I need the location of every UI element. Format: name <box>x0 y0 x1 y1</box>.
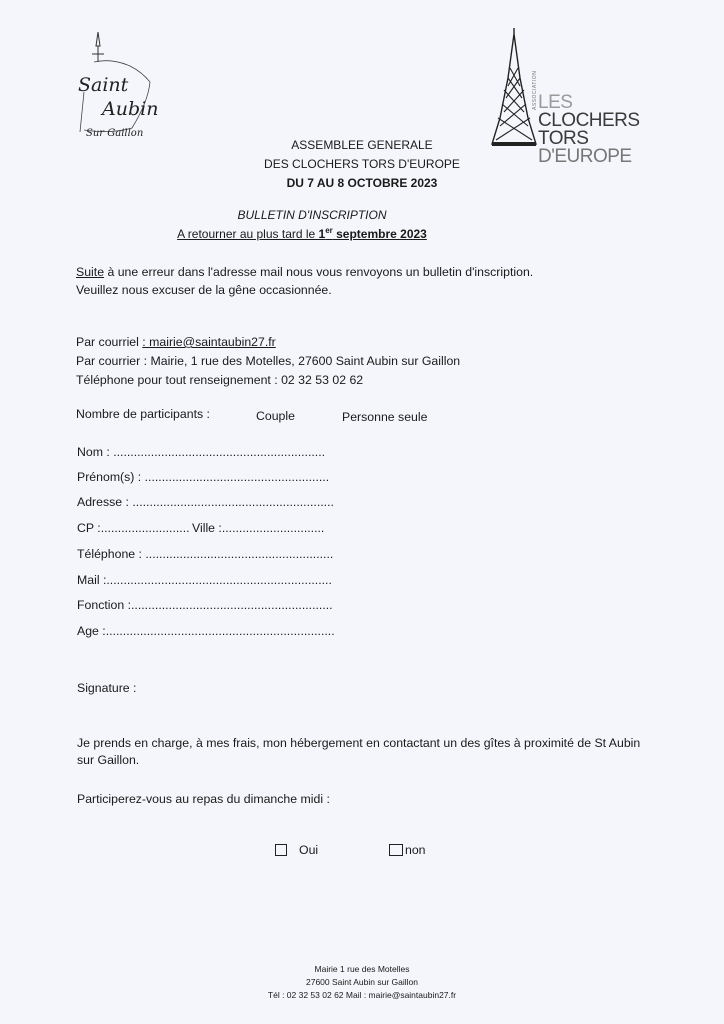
participants-label: Nombre de participants : <box>76 407 210 421</box>
logo-text-clochers: CLOCHERS <box>538 110 640 131</box>
oui-checkbox[interactable] <box>275 844 287 856</box>
oui-label: Oui <box>299 843 319 857</box>
page-footer <box>0 963 724 1002</box>
repas-non-option[interactable] <box>389 843 426 857</box>
intro-line-2: Veuillez nous excuser de la gêne occasionnée. <box>76 283 332 297</box>
logo-text-les: LES <box>538 92 573 113</box>
header-line-1: ASSEMBLEE GENERALE <box>291 138 433 152</box>
field-prenom[interactable]: Prénom(s) : ...................................................... <box>77 470 330 484</box>
logo-text-tors: TORS <box>538 128 589 149</box>
header-line-2: DES CLOCHERS TORS D'EUROPE <box>264 157 460 171</box>
twisted-spire-icon <box>490 28 538 150</box>
return-deadline <box>0 226 664 241</box>
footer-line-2: 27600 Saint Aubin sur Gaillon <box>306 977 418 987</box>
document-header <box>0 136 724 193</box>
field-telephone[interactable]: Téléphone : ....................................................... <box>77 547 334 561</box>
contact-mail-line: Par courrier : Mairie, 1 rue des Motelles, 27600 Saint Aubin sur Gaillon <box>76 354 461 368</box>
header-dates: DU 7 AU 8 OCTOBRE 2023 <box>286 176 438 190</box>
footer-line-1: Mairie 1 rue des Motelles <box>314 964 410 974</box>
return-day-suffix: er <box>325 226 333 235</box>
logo-text-sur-gaillon: Sur Gaillon <box>86 128 144 139</box>
return-day: 1 <box>318 227 326 241</box>
intro-suite-word: Suite <box>76 265 105 279</box>
logo-text-saint: Saint <box>78 74 129 96</box>
hebergement-line-2: sur Gaillon. <box>77 753 140 767</box>
field-age[interactable]: Age :................................................................... <box>77 624 335 638</box>
logo-text-deurope: D'EUROPE <box>538 146 632 167</box>
logo-side-text: ASSOCIATION <box>532 70 538 110</box>
field-fonction[interactable]: Fonction :........................................................... <box>77 598 333 612</box>
non-label: non <box>405 843 426 857</box>
hebergement-line-1: Je prends en charge, à mes frais, mon hébergement en contactant un des gîtes à proximité de St Aubin <box>77 736 641 750</box>
contact-email-label: Par courriel <box>76 335 143 349</box>
field-ville[interactable]: Ville :.............................. <box>192 521 325 535</box>
saint-aubin-logo <box>72 32 172 150</box>
clochers-tors-logo <box>490 28 660 167</box>
logo-text-aubin: Aubin <box>102 98 159 120</box>
return-month-year: septembre 2023 <box>332 227 427 241</box>
contact-email-line <box>76 334 276 350</box>
field-nom[interactable]: Nom : .............................................................. <box>77 445 326 459</box>
repas-question: Participerez-vous au repas du dimanche midi : <box>77 792 330 806</box>
participants-option-couple[interactable]: Couple <box>256 409 295 423</box>
signature-label: Signature : <box>77 681 137 695</box>
field-cp[interactable]: CP :.......................... <box>77 521 190 535</box>
intro-line-1-rest: à une erreur dans l'adresse mail nous vous renvoyons un bulletin d'inscription. <box>104 265 534 279</box>
bulletin-title: BULLETIN D'INSCRIPTION <box>237 208 387 222</box>
contact-phone-line: Téléphone pour tout renseignement : 02 32 53 02 62 <box>76 373 364 387</box>
field-adresse[interactable]: Adresse : ........................................................... <box>77 495 334 509</box>
return-prefix: A retourner au plus tard le <box>177 227 319 241</box>
participants-option-single[interactable]: Personne seule <box>342 410 428 424</box>
contact-email-link[interactable]: : mairie@saintaubin27.fr <box>142 335 276 349</box>
field-mail[interactable]: Mail :.................................................................. <box>77 573 332 587</box>
footer-line-3: Tél : 02 32 53 02 62 Mail : mairie@saintaubin27.fr <box>267 990 457 1000</box>
non-checkbox[interactable] <box>389 844 403 856</box>
repas-oui-option[interactable] <box>275 843 318 857</box>
intro-line-1 <box>76 264 533 280</box>
